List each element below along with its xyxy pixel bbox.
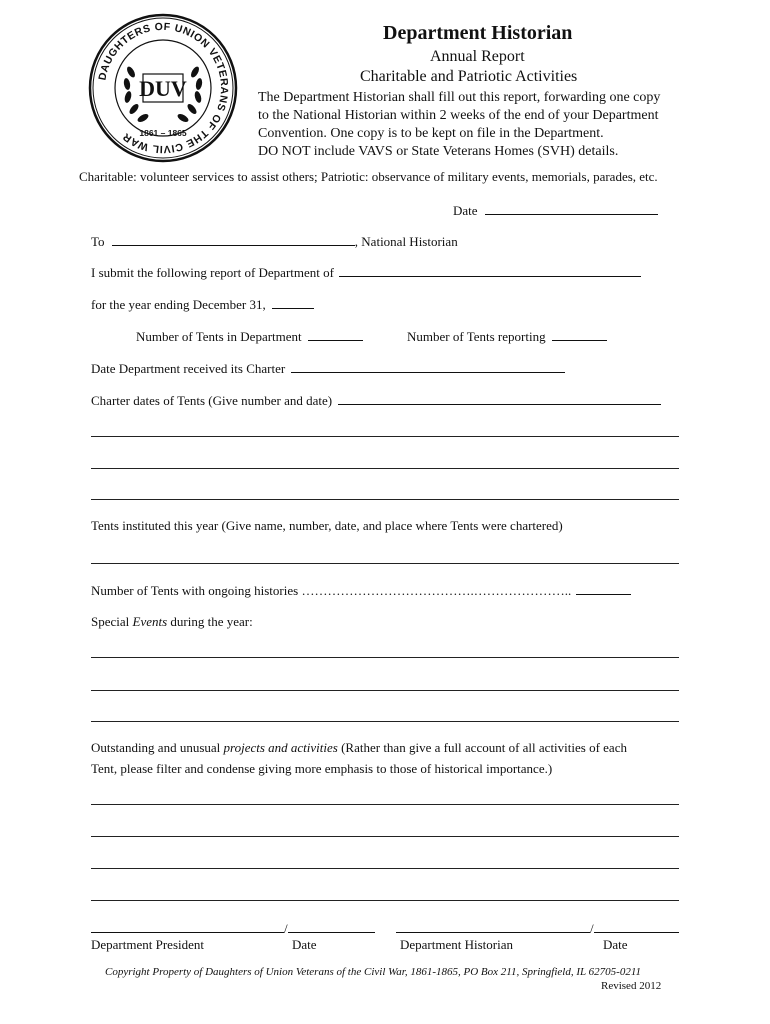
projects-line-4[interactable] bbox=[91, 900, 679, 901]
subtitle-activities: Charitable and Patriotic Activities bbox=[360, 68, 578, 85]
date-label: Date bbox=[453, 203, 478, 218]
special-events-line-3[interactable] bbox=[91, 721, 679, 722]
president-label: Department President bbox=[91, 937, 204, 952]
tent-charter-dates-line-3[interactable] bbox=[91, 468, 679, 469]
to-field[interactable] bbox=[112, 233, 355, 246]
copyright-notice: Copyright Property of Daughters of Union Veterans of the Civil War, 1861-1865, PO Box 211, Springfield, IL 62705-0211 bbox=[105, 966, 642, 978]
seal-years: 1861 – 1865 bbox=[139, 128, 187, 138]
to-label: To bbox=[91, 234, 105, 249]
projects-line-2[interactable] bbox=[91, 836, 679, 837]
signature-slash: / bbox=[284, 921, 288, 936]
tent-charter-dates-field[interactable] bbox=[338, 392, 661, 405]
national-historian-label: , National Historian bbox=[354, 234, 458, 249]
projects-line-1[interactable] bbox=[91, 804, 679, 805]
instructions-line-3: Convention. One copy is to be kept on file in the Department. bbox=[258, 126, 604, 141]
tent-charter-dates-line-2[interactable] bbox=[91, 436, 679, 437]
president-signature-field[interactable] bbox=[91, 920, 284, 933]
ongoing-histories-field[interactable] bbox=[576, 582, 631, 595]
subtitle-annual-report: Annual Report bbox=[430, 48, 525, 65]
historian-label: Department Historian bbox=[400, 937, 513, 952]
instructions-line-2: to the National Historian within 2 weeks of the end of your Department bbox=[258, 108, 659, 123]
tents-reporting-field[interactable] bbox=[552, 328, 607, 341]
tent-charter-dates-label: Charter dates of Tents (Give number and date) bbox=[91, 393, 333, 408]
charter-date-label: Date Department received its Charter bbox=[91, 361, 286, 376]
charter-date-field[interactable] bbox=[291, 360, 565, 373]
president-date-field[interactable] bbox=[288, 920, 375, 933]
historian-date-label: Date bbox=[603, 937, 628, 952]
tents-in-department-label: Number of Tents in Department bbox=[136, 329, 302, 344]
page-title: Department Historian bbox=[383, 22, 573, 44]
projects-line-3[interactable] bbox=[91, 868, 679, 869]
organization-seal bbox=[87, 12, 239, 164]
tents-in-department-field[interactable] bbox=[308, 328, 363, 341]
special-events-label: Special Events during the year: bbox=[91, 614, 253, 629]
tents-instituted-label: Tents instituted this year (Give name, number, date, and place where Tents were chartered) bbox=[91, 518, 563, 533]
date-field[interactable] bbox=[485, 202, 658, 215]
historian-date-field[interactable] bbox=[594, 920, 679, 933]
ongoing-histories-label: Number of Tents with ongoing histories bbox=[91, 583, 299, 598]
projects-label: Outstanding and unusual projects and activities (Rather than give a full account of all activities of each bbox=[91, 740, 627, 755]
seal-ring-text: DAUGHTERS OF UNION VETERANS OF THE CIVIL WAR bbox=[96, 20, 231, 156]
year-ending-label: for the year ending December 31, bbox=[91, 297, 266, 312]
department-of-label: I submit the following report of Department of bbox=[91, 265, 334, 280]
tents-reporting-label: Number of Tents reporting bbox=[407, 329, 546, 344]
special-events-line-1[interactable] bbox=[91, 657, 679, 658]
historian-signature-field[interactable] bbox=[396, 920, 590, 933]
revised-date: Revised 2012 bbox=[601, 980, 662, 992]
tent-charter-dates-line-4[interactable] bbox=[91, 499, 679, 500]
seal-monogram: DUV bbox=[139, 76, 187, 101]
instructions-line-4: DO NOT include VAVS or State Veterans Homes (SVH) details. bbox=[258, 144, 619, 159]
president-date-label: Date bbox=[292, 937, 317, 952]
signature-slash: / bbox=[590, 921, 594, 936]
projects-label-line-2: Tent, please filter and condense giving more emphasis to those of historical importance.) bbox=[91, 761, 553, 776]
instructions-line-1: The Department Historian shall fill out this report, forwarding one copy bbox=[258, 90, 661, 105]
department-of-field[interactable] bbox=[339, 264, 641, 277]
special-events-line-2[interactable] bbox=[91, 690, 679, 691]
year-field[interactable] bbox=[272, 296, 314, 309]
definition-note: Charitable: volunteer services to assist others; Patriotic: observance of military events, memorials, parades, etc. bbox=[79, 169, 658, 184]
tents-instituted-line[interactable] bbox=[91, 563, 679, 564]
ongoing-histories-leader: ………………………………….………………….. bbox=[301, 583, 572, 598]
